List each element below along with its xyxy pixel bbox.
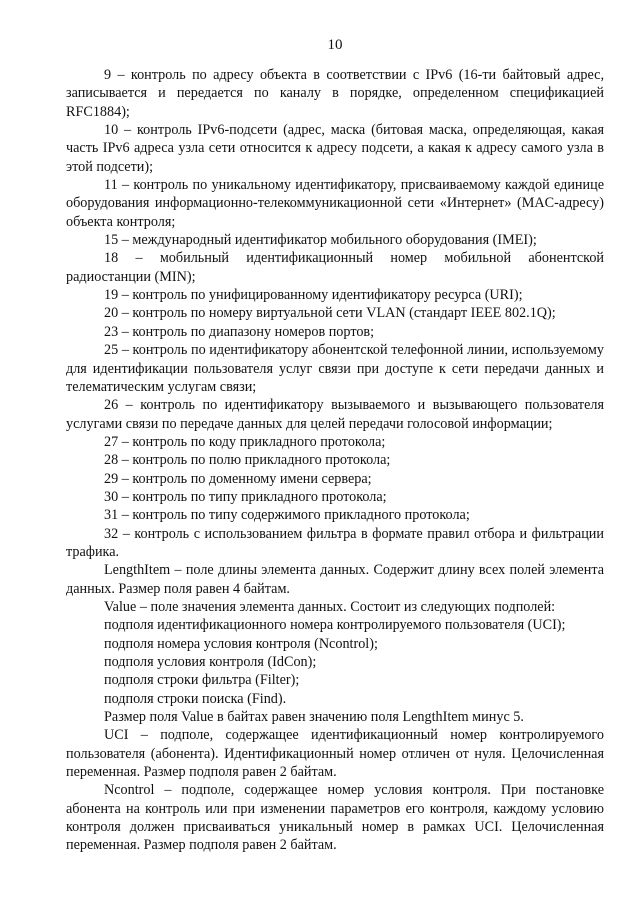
page-number: 10 [327, 37, 343, 53]
paragraph-item-32: 32 – контроль с использованием фильтра в формате правил отбора и фильтрации трафика. [66, 525, 604, 560]
paragraph-subfield-filter: подполя строки фильтра (Filter); [104, 672, 300, 689]
paragraph-item-10: 10 – контроль IPv6-подсети (адрес, маска (битовая маска, определяющая, какая часть IPv6 адреса узла сети относится к адресу подсети, а какая к адресу самого узла в этой подсети); [66, 122, 604, 175]
paragraph-item-30: 30 – контроль по типу прикладного протокола; [104, 488, 387, 505]
paragraph-item-27: 27 – контроль по коду прикладного протокола; [104, 433, 386, 450]
paragraph-item-15: 15 – международный идентификатор мобильного оборудования (IMEI); [104, 232, 537, 249]
paragraph-subfield-find: подполя строки поиска (Find). [104, 690, 287, 707]
paragraph-item-9: 9 – контроль по адресу объекта в соответствии с IPv6 (16-ти байтовый адрес, записывается и передается по каналу в порядке, определенном спецификацией RFC1884); [66, 67, 604, 120]
paragraph-subfield-ncontrol: подполя номера условия контроля (Ncontrol); [104, 635, 378, 652]
paragraph-ncontrol: Ncontrol – подполе, содержащее номер условия контроля. При постановке абонента на контроль или при изменении параметров его контроля, каждому условию контроля должен присваиваться уникальный номер в рамках UCI. Целочисленная переменная. Размер подполя равен 2 байтам. [66, 782, 604, 854]
paragraph-value: Value – поле значения элемента данных. Состоит из следующих подполей: [104, 598, 556, 615]
paragraph-uci: UCI – подполе, содержащее идентификационный номер контролируемого пользователя (абонента). Идентификационный номер отличен от нуля. Целочисленная переменная. Размер подполя равен 2 байтам. [66, 727, 604, 781]
paragraph-item-11: 11 – контроль по уникальному идентификатору, присваиваемому каждой единице оборудования информационно-телекоммуникационной сети «Интернет» (MAC-адресу) объекта контроля; [66, 177, 604, 230]
paragraph-item-20: 20 – контроль по номеру виртуальной сети VLAN (стандарт IEEE 802.1Q); [104, 305, 556, 322]
paragraph-item-26: 26 – контроль по идентификатору вызываемого и вызывающего пользователя услугами связи по передаче данных для целей передачи голосовой информации; [66, 397, 604, 432]
paragraph-item-25: 25 – контроль по идентификатору абонентской телефонной линии, используемому для идентификации пользователя услуг связи при доступе к сети передачи данных и телематическим услугам связи; [66, 342, 604, 395]
paragraph-subfield-idcon: подполя условия контроля (IdCon); [104, 654, 317, 670]
paragraph-value-size: Размер поля Value в байтах равен значению поля LengthItem минус 5. [104, 709, 524, 726]
paragraph-lengthitem: LengthItem – поле длины элемента данных. Содержит длину всех полей элемента данных. Размер поля равен 4 байтам. [66, 562, 604, 597]
paragraph-item-31: 31 – контроль по типу содержимого прикладного протокола; [104, 507, 470, 524]
paragraph-item-28: 28 – контроль по полю прикладного протокола; [104, 452, 391, 469]
paragraph-item-23: 23 – контроль по диапазону номеров портов; [104, 323, 375, 340]
paragraph-item-29: 29 – контроль по доменному имени сервера; [104, 470, 372, 487]
paragraph-item-19: 19 – контроль по унифицированному идентификатору ресурса (URI); [104, 287, 523, 304]
document-body [66, 66, 604, 855]
paragraph-subfield-uci: подполя идентификационного номера контролируемого пользователя (UCI); [104, 617, 566, 634]
paragraph-item-18: 18 – мобильный идентификационный номер мобильной абонентской радиостанции (MIN); [66, 250, 604, 285]
